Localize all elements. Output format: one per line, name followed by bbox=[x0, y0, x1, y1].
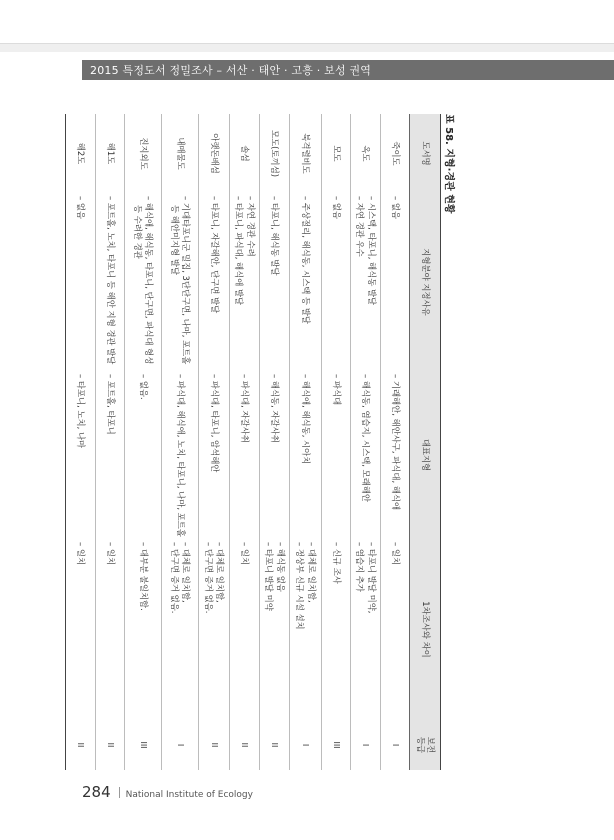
cell-reasons bbox=[125, 193, 162, 371]
landform-item: – 없음. bbox=[138, 374, 149, 400]
grade-value: II bbox=[76, 742, 86, 748]
difference-item: – 염습지 추가 bbox=[355, 542, 366, 592]
cell-reasons bbox=[230, 193, 260, 371]
island-name: 해1도 bbox=[105, 142, 116, 165]
cell-grade bbox=[290, 720, 322, 770]
island-name: 진지외도 bbox=[138, 137, 149, 170]
difference-item-list bbox=[330, 542, 341, 717]
island-name: 모도 bbox=[331, 145, 342, 162]
table-row bbox=[66, 114, 96, 770]
cell-differences bbox=[351, 539, 381, 720]
reason-item-list bbox=[269, 196, 280, 368]
difference-item: – 일치 bbox=[240, 542, 251, 566]
difference-item: – 일치 bbox=[390, 542, 401, 566]
reason-item: – 주상절리, 해식동, 시스택 등 발달 bbox=[301, 196, 312, 324]
grade-value: II bbox=[240, 742, 250, 748]
running-header bbox=[82, 60, 614, 80]
reason-item: – 포트홀, 노치, 타포니 등 해안 지형 경관 발달 bbox=[105, 196, 116, 365]
reason-item: – 없음 bbox=[331, 196, 342, 220]
landform-item-list bbox=[389, 374, 400, 536]
cell-island-name bbox=[381, 114, 410, 193]
top-rule bbox=[0, 43, 614, 52]
landform-item: – 해식동, 자갈사취 bbox=[270, 374, 281, 443]
reason-item: – 기대타포니군 밀집, 3단단구면, 나마, 포트홀 등 해안미지형 발달 bbox=[170, 196, 192, 365]
landform-item: – 타포니, 노치, 나마 bbox=[76, 374, 87, 449]
cell-differences bbox=[381, 539, 410, 720]
island-name: 아랫돈배섬 bbox=[209, 133, 220, 174]
reason-item-list bbox=[330, 196, 341, 368]
difference-item-list bbox=[75, 542, 86, 717]
cell-reasons bbox=[322, 193, 351, 371]
reason-item-list bbox=[300, 196, 311, 368]
landform-item-list bbox=[330, 374, 341, 536]
island-name: 모도(토끼섬) bbox=[270, 130, 281, 177]
landform-table bbox=[65, 114, 441, 770]
difference-item: – 대부분 불일치함. bbox=[138, 542, 149, 611]
cell-grade bbox=[322, 720, 351, 770]
col-header-landform: 대표지형 bbox=[410, 371, 441, 539]
cell-landforms bbox=[290, 371, 322, 539]
page-number: 284 bbox=[82, 783, 111, 801]
rotated-table-block bbox=[76, 114, 458, 770]
cell-grade bbox=[351, 720, 381, 770]
landform-item-list bbox=[104, 374, 115, 536]
col-header-difference: 1차조사와 차이 bbox=[410, 539, 441, 720]
cell-differences bbox=[260, 539, 290, 720]
landform-item-list bbox=[208, 374, 219, 536]
difference-item-list bbox=[354, 542, 376, 717]
grade-value: I bbox=[175, 743, 185, 747]
table-row bbox=[381, 114, 410, 770]
reason-item-list bbox=[75, 196, 86, 368]
cell-landforms bbox=[381, 371, 410, 539]
island-name: 옥도 bbox=[361, 145, 372, 162]
cell-grade bbox=[260, 720, 290, 770]
grade-value: II bbox=[209, 742, 219, 748]
table-caption: 표 58. 지형·경관 현황 bbox=[443, 114, 454, 214]
landform-item: – 파식대, 타포니, 암석해안 bbox=[209, 374, 220, 473]
reason-item: – 없음 bbox=[390, 196, 401, 220]
grade-value: III bbox=[138, 741, 148, 749]
cell-grade bbox=[230, 720, 260, 770]
difference-item-list bbox=[389, 542, 400, 717]
cell-reasons bbox=[199, 193, 230, 371]
cell-differences bbox=[66, 539, 96, 720]
island-name: 북격렬비도 bbox=[301, 133, 312, 174]
table-row bbox=[162, 114, 199, 770]
island-name: 솔섬 bbox=[240, 145, 251, 162]
landform-item-list bbox=[75, 374, 86, 536]
grade-value: III bbox=[331, 741, 341, 749]
reason-item: – 자연 경관 우수 bbox=[355, 196, 366, 257]
cell-grade bbox=[96, 720, 125, 770]
cell-grade bbox=[66, 720, 96, 770]
footer-divider bbox=[119, 787, 120, 798]
difference-item: – 해식동 없음 bbox=[275, 542, 286, 592]
reason-item-list bbox=[104, 196, 115, 368]
cell-differences bbox=[230, 539, 260, 720]
difference-item: – 타포니 발달 미약 bbox=[264, 542, 275, 611]
difference-item-list bbox=[203, 542, 225, 717]
reason-item-list bbox=[132, 196, 154, 368]
cell-island-name bbox=[260, 114, 290, 193]
difference-item: – 신규 조사 bbox=[331, 542, 342, 584]
difference-item-list bbox=[104, 542, 115, 717]
cell-differences bbox=[290, 539, 322, 720]
landform-item-list bbox=[360, 374, 371, 536]
reason-item-list bbox=[208, 196, 219, 368]
grade-value: II bbox=[270, 742, 280, 748]
col-header-grade: 보전 등급 bbox=[410, 720, 441, 770]
reason-item: – 자연 경관 수려 bbox=[245, 196, 256, 257]
cell-landforms bbox=[162, 371, 199, 539]
grade-value: II bbox=[105, 742, 115, 748]
cell-island-name bbox=[322, 114, 351, 193]
reason-item: – 타포니, 파식대, 해식애 발달 bbox=[234, 196, 245, 306]
table-row bbox=[322, 114, 351, 770]
table-row bbox=[96, 114, 125, 770]
difference-item: – 일치 bbox=[105, 542, 116, 566]
landform-item-list bbox=[239, 374, 250, 536]
landform-item: – 해식애, 해식동, 시아치 bbox=[301, 374, 312, 465]
cell-landforms bbox=[260, 371, 290, 539]
landform-item: – 파식대, 자갈사취 bbox=[240, 374, 251, 443]
difference-item-list bbox=[137, 542, 148, 717]
running-header-title: 2015 특정도서 정밀조사 – 서산 · 태안 · 고흥 · 보성 권역 bbox=[90, 64, 372, 77]
grade-value: I bbox=[361, 743, 371, 747]
table-row bbox=[260, 114, 290, 770]
reason-item-list bbox=[389, 196, 400, 368]
reason-item: – 해식애, 해식동, 타포니, 단구면, 파식대 형성 등 수려한 경관 bbox=[133, 196, 155, 365]
reason-item-list bbox=[354, 196, 376, 368]
reason-item: – 시스택, 타포니, 해식동 발달 bbox=[366, 196, 377, 306]
cell-landforms bbox=[351, 371, 381, 539]
cell-grade bbox=[199, 720, 230, 770]
reason-item-list bbox=[169, 196, 191, 368]
cell-landforms bbox=[96, 371, 125, 539]
cell-island-name bbox=[199, 114, 230, 193]
difference-item: – 일치 bbox=[76, 542, 87, 566]
cell-reasons bbox=[162, 193, 199, 371]
difference-item: – 단구면 증거 없음. bbox=[170, 542, 180, 614]
cell-island-name bbox=[290, 114, 322, 193]
cell-landforms bbox=[199, 371, 230, 539]
page-footer bbox=[82, 782, 253, 800]
difference-item-list bbox=[169, 542, 191, 717]
cell-reasons bbox=[260, 193, 290, 371]
cell-landforms bbox=[66, 371, 96, 539]
island-name: 내매물도 bbox=[175, 137, 186, 170]
reason-item-list bbox=[233, 196, 255, 368]
difference-item-list bbox=[239, 542, 250, 717]
cell-reasons bbox=[66, 193, 96, 371]
table-header-row bbox=[410, 114, 441, 770]
table-row bbox=[290, 114, 322, 770]
cell-differences bbox=[162, 539, 199, 720]
landform-item: – 포트홀, 타포니 bbox=[105, 374, 116, 435]
difference-item: – 단구면 증거 없음. bbox=[204, 542, 214, 614]
cell-island-name bbox=[96, 114, 125, 193]
table-row bbox=[125, 114, 162, 770]
footer-institute: National Institute of Ecology bbox=[125, 790, 253, 800]
difference-item: – 대체로 일치함, bbox=[306, 542, 317, 603]
landform-item-list bbox=[269, 374, 280, 536]
difference-item-list bbox=[294, 542, 316, 717]
cell-reasons bbox=[290, 193, 322, 371]
difference-item: – 정상부 신규 시설 설치 bbox=[295, 542, 306, 630]
cell-reasons bbox=[96, 193, 125, 371]
col-header-reason: 지형분야 지정사유 bbox=[410, 193, 441, 371]
table-row bbox=[230, 114, 260, 770]
reason-item: – 타포니, 자갈해안, 단구면 발달 bbox=[209, 196, 220, 314]
difference-item: – 대체로 일치함, bbox=[181, 542, 192, 603]
difference-item-list bbox=[263, 542, 285, 717]
cell-island-name bbox=[351, 114, 381, 193]
grade-value: I bbox=[301, 743, 311, 747]
landform-item-list bbox=[300, 374, 311, 536]
cell-island-name bbox=[125, 114, 162, 193]
cell-reasons bbox=[381, 193, 410, 371]
cell-landforms bbox=[125, 371, 162, 539]
grade-value: I bbox=[390, 743, 400, 747]
cell-island-name bbox=[66, 114, 96, 193]
cell-grade bbox=[125, 720, 162, 770]
difference-item: – 타포니 발달 미약, bbox=[366, 542, 377, 614]
landform-item-list bbox=[137, 374, 148, 536]
difference-item: – 대체로 일치함, bbox=[215, 542, 226, 603]
cell-landforms bbox=[230, 371, 260, 539]
table-body bbox=[66, 114, 410, 770]
landform-item: – 파식대 bbox=[331, 374, 342, 406]
cell-differences bbox=[125, 539, 162, 720]
landform-item-list bbox=[174, 374, 185, 536]
landform-item: – 기래해안, 해안사구, 파식대, 해식애 bbox=[390, 374, 401, 511]
cell-landforms bbox=[322, 371, 351, 539]
reason-item: – 없음 bbox=[76, 196, 87, 220]
island-name: 죽이도 bbox=[390, 141, 401, 166]
reason-item: – 타포니, 해식동 발달 bbox=[270, 196, 281, 276]
landform-item: – 해식동, 염습지, 시스택, 모래해안 bbox=[361, 374, 372, 502]
cell-differences bbox=[199, 539, 230, 720]
col-header-island: 도서명 bbox=[410, 114, 441, 193]
cell-grade bbox=[381, 720, 410, 770]
table-row bbox=[351, 114, 381, 770]
cell-differences bbox=[322, 539, 351, 720]
island-name: 해2도 bbox=[76, 142, 87, 165]
table-row bbox=[199, 114, 230, 770]
cell-island-name bbox=[230, 114, 260, 193]
cell-differences bbox=[96, 539, 125, 720]
cell-island-name bbox=[162, 114, 199, 193]
cell-grade bbox=[162, 720, 199, 770]
cell-reasons bbox=[351, 193, 381, 371]
landform-item: – 파식대, 해식애, 노치, 타포니, 나마, 포트홀 bbox=[175, 374, 186, 537]
